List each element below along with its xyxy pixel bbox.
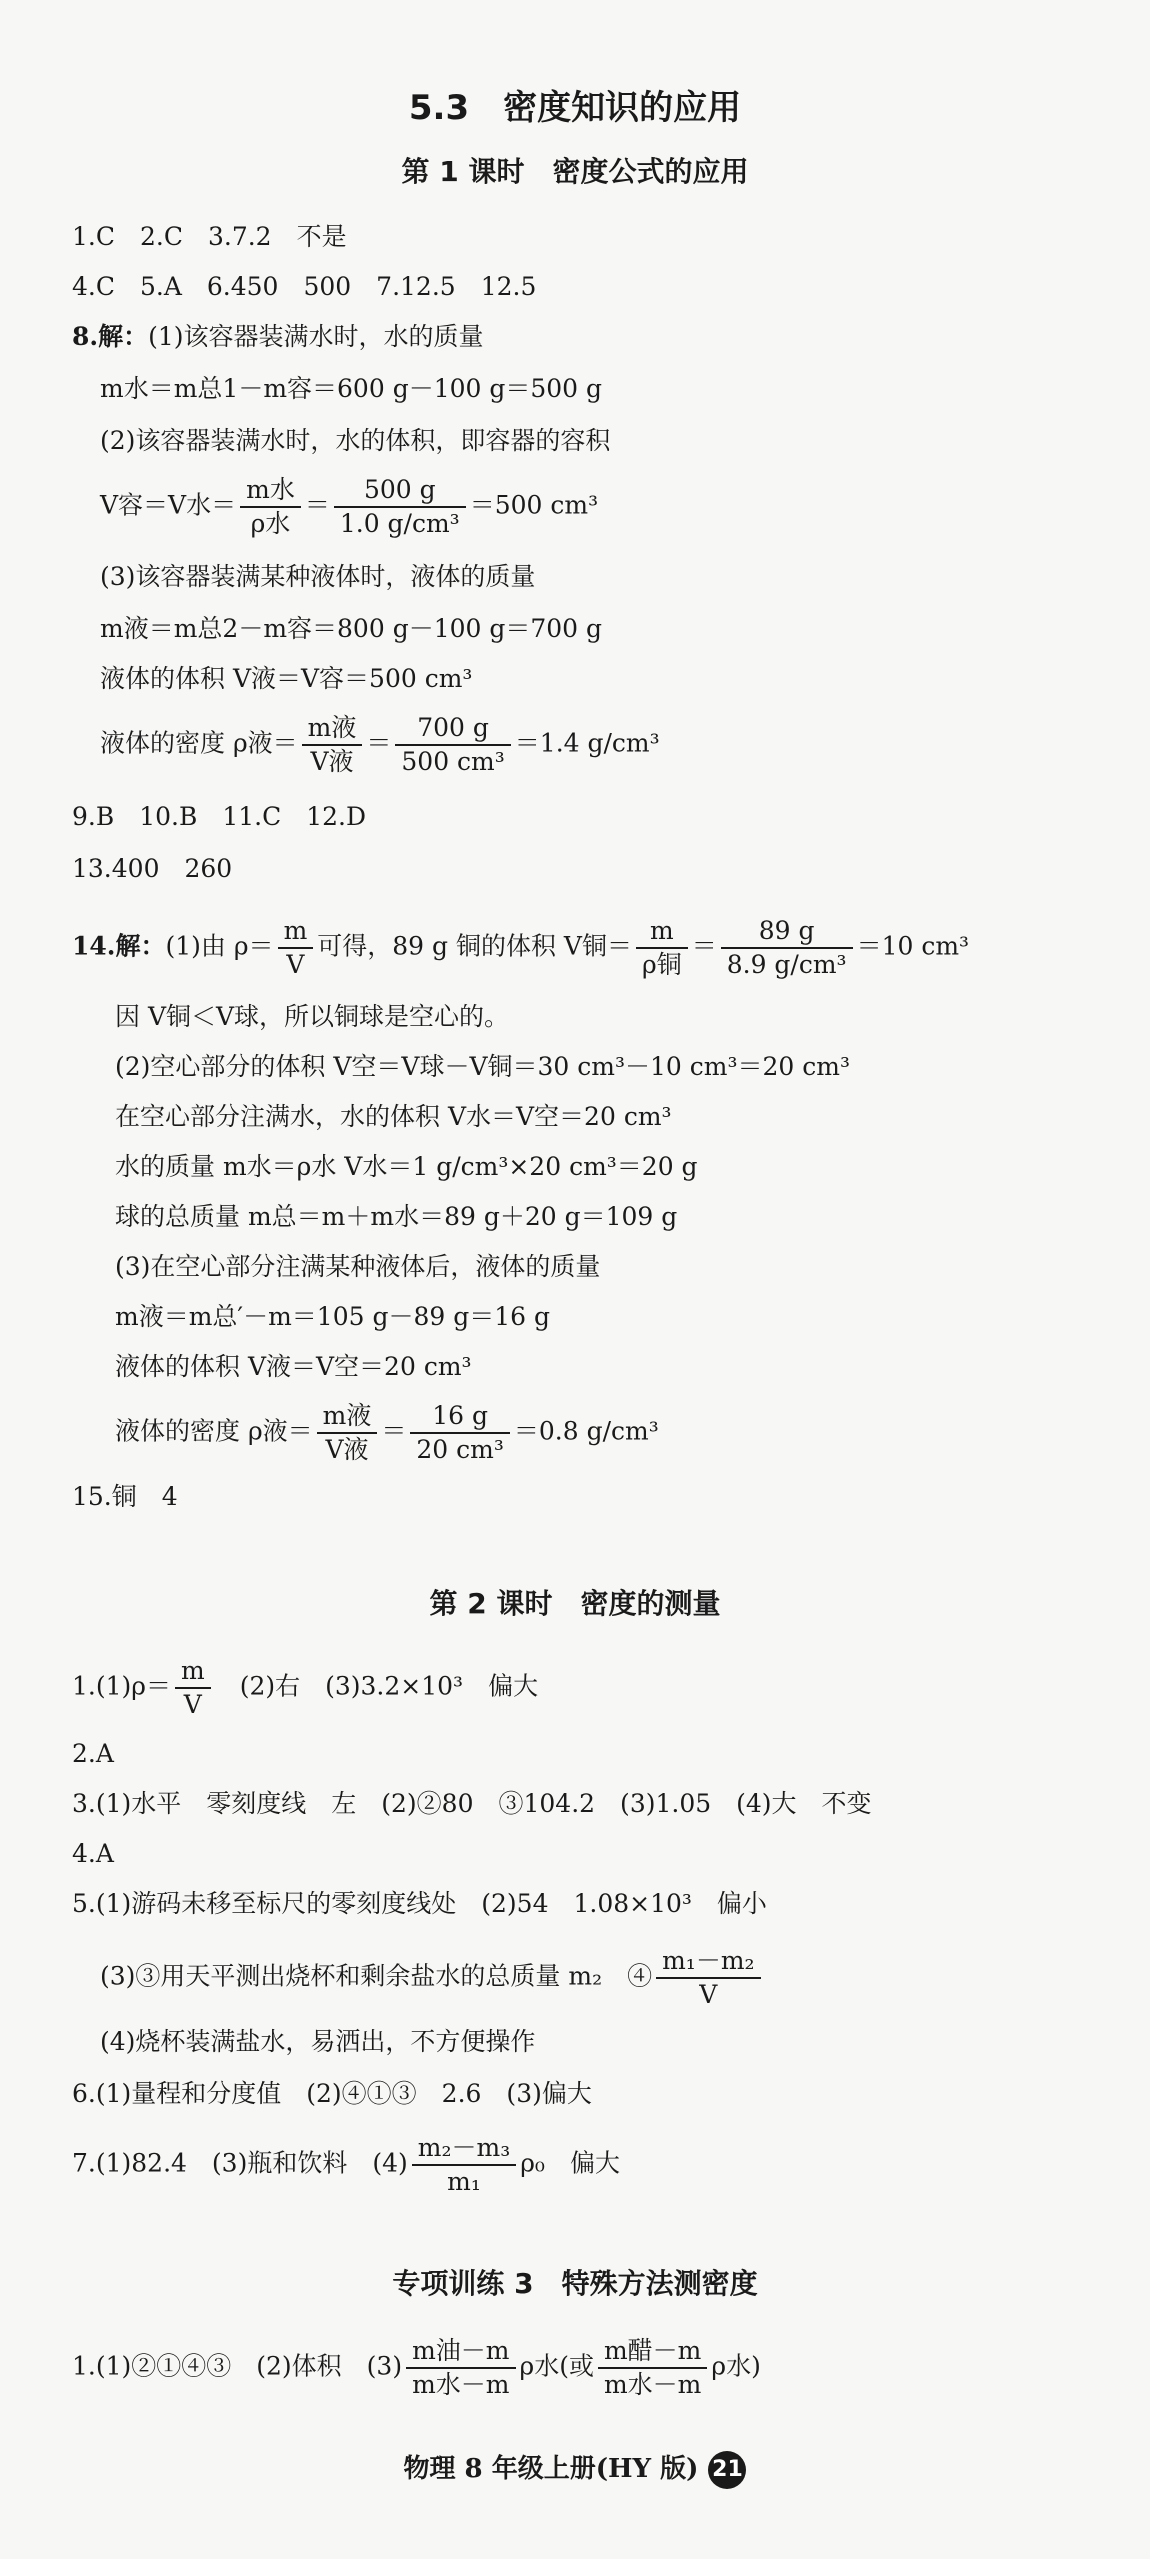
answer-line: 13.400 260 bbox=[72, 854, 233, 883]
numerator: m bbox=[175, 1655, 211, 1689]
formula-line bbox=[72, 2132, 620, 2198]
answer-line: 1.C 2.C 3.7.2 不是 bbox=[72, 222, 347, 251]
answer-line: 4.C 5.A 6.450 500 7.12.5 12.5 bbox=[72, 272, 537, 301]
denominator: ρ铜 bbox=[642, 950, 682, 979]
page-footer bbox=[0, 2448, 1150, 2489]
denominator: V液 bbox=[310, 747, 354, 776]
fraction bbox=[395, 712, 510, 778]
formula-text: ρ水(或 bbox=[519, 2351, 594, 2381]
formula-text: 1.(1)②①④③ (2)体积 (3) bbox=[72, 2351, 403, 2381]
denominator: 8.9 g/cm³ bbox=[726, 950, 847, 979]
formula-line bbox=[72, 1655, 538, 1721]
answer-line: (2)空心部分的体积 V空＝V球－V铜＝30 cm³－10 cm³＝20 cm³ bbox=[115, 1052, 850, 1081]
footer-text: 物理 8 年级上册(HY 版) bbox=[403, 2454, 699, 2484]
answer-line: m水＝m总1－m容＝600 g－100 g＝500 g bbox=[100, 374, 603, 403]
answer-line: 4.A bbox=[72, 1839, 114, 1868]
numerator: m bbox=[636, 915, 688, 949]
answer-line: (2)该容器装满水时，水的体积，即容器的容积 bbox=[100, 426, 611, 455]
formula-text: 1.(1)ρ＝ bbox=[72, 1671, 171, 1701]
fraction bbox=[175, 1655, 211, 1721]
denominator: V bbox=[699, 1980, 718, 2009]
numerator: m醋－m bbox=[598, 2335, 707, 2369]
fraction bbox=[240, 474, 301, 540]
numerator: m油－m bbox=[406, 2335, 515, 2369]
numerator: m₁－m₂ bbox=[656, 1945, 760, 1979]
denominator: V bbox=[286, 950, 305, 979]
fraction bbox=[412, 2132, 516, 2198]
formula-text: ＝500 cm³ bbox=[469, 490, 599, 520]
answer-line: 球的总质量 m总＝m＋m水＝89 g＋20 g＝109 g bbox=[115, 1202, 678, 1231]
formula-text: 可得，89 g 铜的体积 V铜＝ bbox=[317, 931, 632, 961]
answer-line: m液＝m总2－m容＝800 g－100 g＝700 g bbox=[100, 614, 603, 643]
denominator: 500 cm³ bbox=[401, 747, 505, 776]
denominator: ρ水 bbox=[250, 509, 291, 538]
answer-line: 6.(1)量程和分度值 (2)④①③ 2.6 (3)偏大 bbox=[72, 2079, 592, 2108]
answer-line: 水的质量 m水＝ρ水 V水＝1 g/cm³×20 cm³＝20 g bbox=[115, 1152, 698, 1181]
formula-text: (2)右 (3)3.2×10³ 偏大 bbox=[239, 1671, 539, 1701]
section-title: 5.3 密度知识的应用 bbox=[408, 88, 742, 128]
denominator: V液 bbox=[325, 1435, 369, 1464]
lesson2-title: 第 2 课时 密度的测量 bbox=[429, 1587, 721, 1620]
numerator: m液 bbox=[317, 1400, 378, 1434]
answer-line: (3)在空心部分注满某种液体后，液体的质量 bbox=[115, 1252, 601, 1281]
numerator: 89 g bbox=[721, 915, 853, 949]
fraction bbox=[636, 915, 688, 981]
formula-line bbox=[72, 2335, 761, 2401]
fraction bbox=[406, 2335, 515, 2401]
fraction bbox=[721, 915, 853, 981]
numerator: 16 g bbox=[410, 1400, 510, 1434]
answer-line: 液体的体积 V液＝V容＝500 cm³ bbox=[100, 664, 473, 693]
numerator: m₂－m₃ bbox=[412, 2132, 516, 2166]
numerator: m液 bbox=[302, 712, 363, 746]
formula-text: ＝0.8 g/cm³ bbox=[513, 1416, 659, 1446]
answer-line: (3)该容器装满某种液体时，液体的质量 bbox=[100, 562, 536, 591]
answer-line: 15.铜 4 bbox=[72, 1482, 178, 1511]
answer-line: 9.B 10.B 11.C 12.D bbox=[72, 802, 367, 831]
numerator: m bbox=[278, 915, 314, 949]
fraction bbox=[278, 915, 314, 981]
q8-head: 8.解： bbox=[72, 322, 149, 351]
answer-line: m液＝m总′－m＝105 g－89 g＝16 g bbox=[115, 1302, 550, 1331]
denominator: m₁ bbox=[447, 2167, 481, 2196]
denominator: m水－m bbox=[603, 2370, 702, 2399]
formula-text: 液体的密度 ρ液＝ bbox=[100, 728, 298, 758]
formula-line: 14.解：(1)由 ρ＝ $\frac{m}{V}$ 可得，89 g 铜的体积 V铜＝ $\frac{m}{\text{ρ铜}}$ ＝ $\frac{89 g}{\text{8.9 g/cm³}}$ ＝10 cm³ bbox=[72, 916, 970, 979]
answer-line: 因 V铜＜V球，所以铜球是空心的。 bbox=[115, 1002, 510, 1031]
denominator: 1.0 g/cm³ bbox=[339, 509, 460, 538]
page-number-badge: 21 bbox=[708, 2451, 746, 2489]
formula-text: 7.(1)82.4 (3)瓶和饮料 (4) bbox=[72, 2148, 408, 2178]
denominator: 20 cm³ bbox=[416, 1435, 504, 1464]
formula-text: ＝1.4 g/cm³ bbox=[514, 728, 660, 758]
answer-line: 5.(1)游码未移至标尺的零刻度线处 (2)54 1.08×10³ 偏小 bbox=[72, 1889, 767, 1918]
fraction bbox=[410, 1400, 510, 1466]
fraction bbox=[598, 2335, 707, 2401]
numerator: m水 bbox=[240, 474, 301, 508]
fraction bbox=[656, 1945, 760, 2011]
special-title: 专项训练 3 特殊方法测密度 bbox=[392, 2267, 758, 2300]
answer-line: 3.(1)水平 零刻度线 左 (2)②80 ③104.2 (3)1.05 (4)大 不变 bbox=[72, 1789, 872, 1818]
fraction bbox=[317, 1400, 378, 1466]
formula-text: ρ₀ 偏大 bbox=[520, 2148, 620, 2178]
denominator: m水－m bbox=[412, 2370, 510, 2399]
formula-line bbox=[100, 1945, 765, 2011]
formula-line: V容＝V水＝ $\frac{\text{m水}}{\text{ρ水}}$ ＝ $\frac{500 g}{\text{1.0 g/cm³}}$ ＝500 cm³ bbox=[100, 475, 599, 538]
fraction bbox=[334, 474, 466, 540]
numerator: 500 g bbox=[334, 474, 466, 508]
formula-text: (3)③用天平测出烧杯和剩余盐水的总质量 m₂ ④ bbox=[100, 1961, 653, 1991]
answer-line: 2.A bbox=[72, 1739, 114, 1768]
denominator: V bbox=[183, 1690, 202, 1719]
formula-line: 液体的密度 ρ液＝ $\frac{\text{m液}}{\text{V液}}$ ＝ $\frac{700 g}{\text{500 cm³}}$ ＝1.4 g/cm³ bbox=[100, 713, 660, 776]
answer-line bbox=[72, 320, 484, 354]
formula-line: 液体的密度 ρ液＝ $\frac{\text{m液}}{\text{V液}}$ ＝ $\frac{16 g}{\text{20 cm³}}$ ＝0.8 g/cm³ bbox=[115, 1401, 659, 1464]
q14-head: 14.解： bbox=[72, 931, 166, 961]
answer-line: 在空心部分注满水，水的体积 V水＝V空＝20 cm³ bbox=[115, 1102, 672, 1131]
fraction bbox=[302, 712, 363, 778]
formula-text: V容＝V水＝ bbox=[100, 490, 237, 520]
numerator: 700 g bbox=[395, 712, 510, 746]
answer-line: 液体的体积 V液＝V空＝20 cm³ bbox=[115, 1352, 472, 1381]
answer-line: (4)烧杯装满盐水，易洒出，不方便操作 bbox=[100, 2027, 536, 2056]
formula-text: ρ水) bbox=[711, 2351, 761, 2381]
lesson1-title: 第 1 课时 密度公式的应用 bbox=[401, 155, 749, 188]
formula-text: (1)由 ρ＝ bbox=[165, 931, 274, 961]
formula-text: 液体的密度 ρ液＝ bbox=[115, 1416, 313, 1446]
q8-text: (1)该容器装满水时，水的质量 bbox=[148, 322, 484, 351]
formula-text: ＝10 cm³ bbox=[856, 931, 970, 961]
